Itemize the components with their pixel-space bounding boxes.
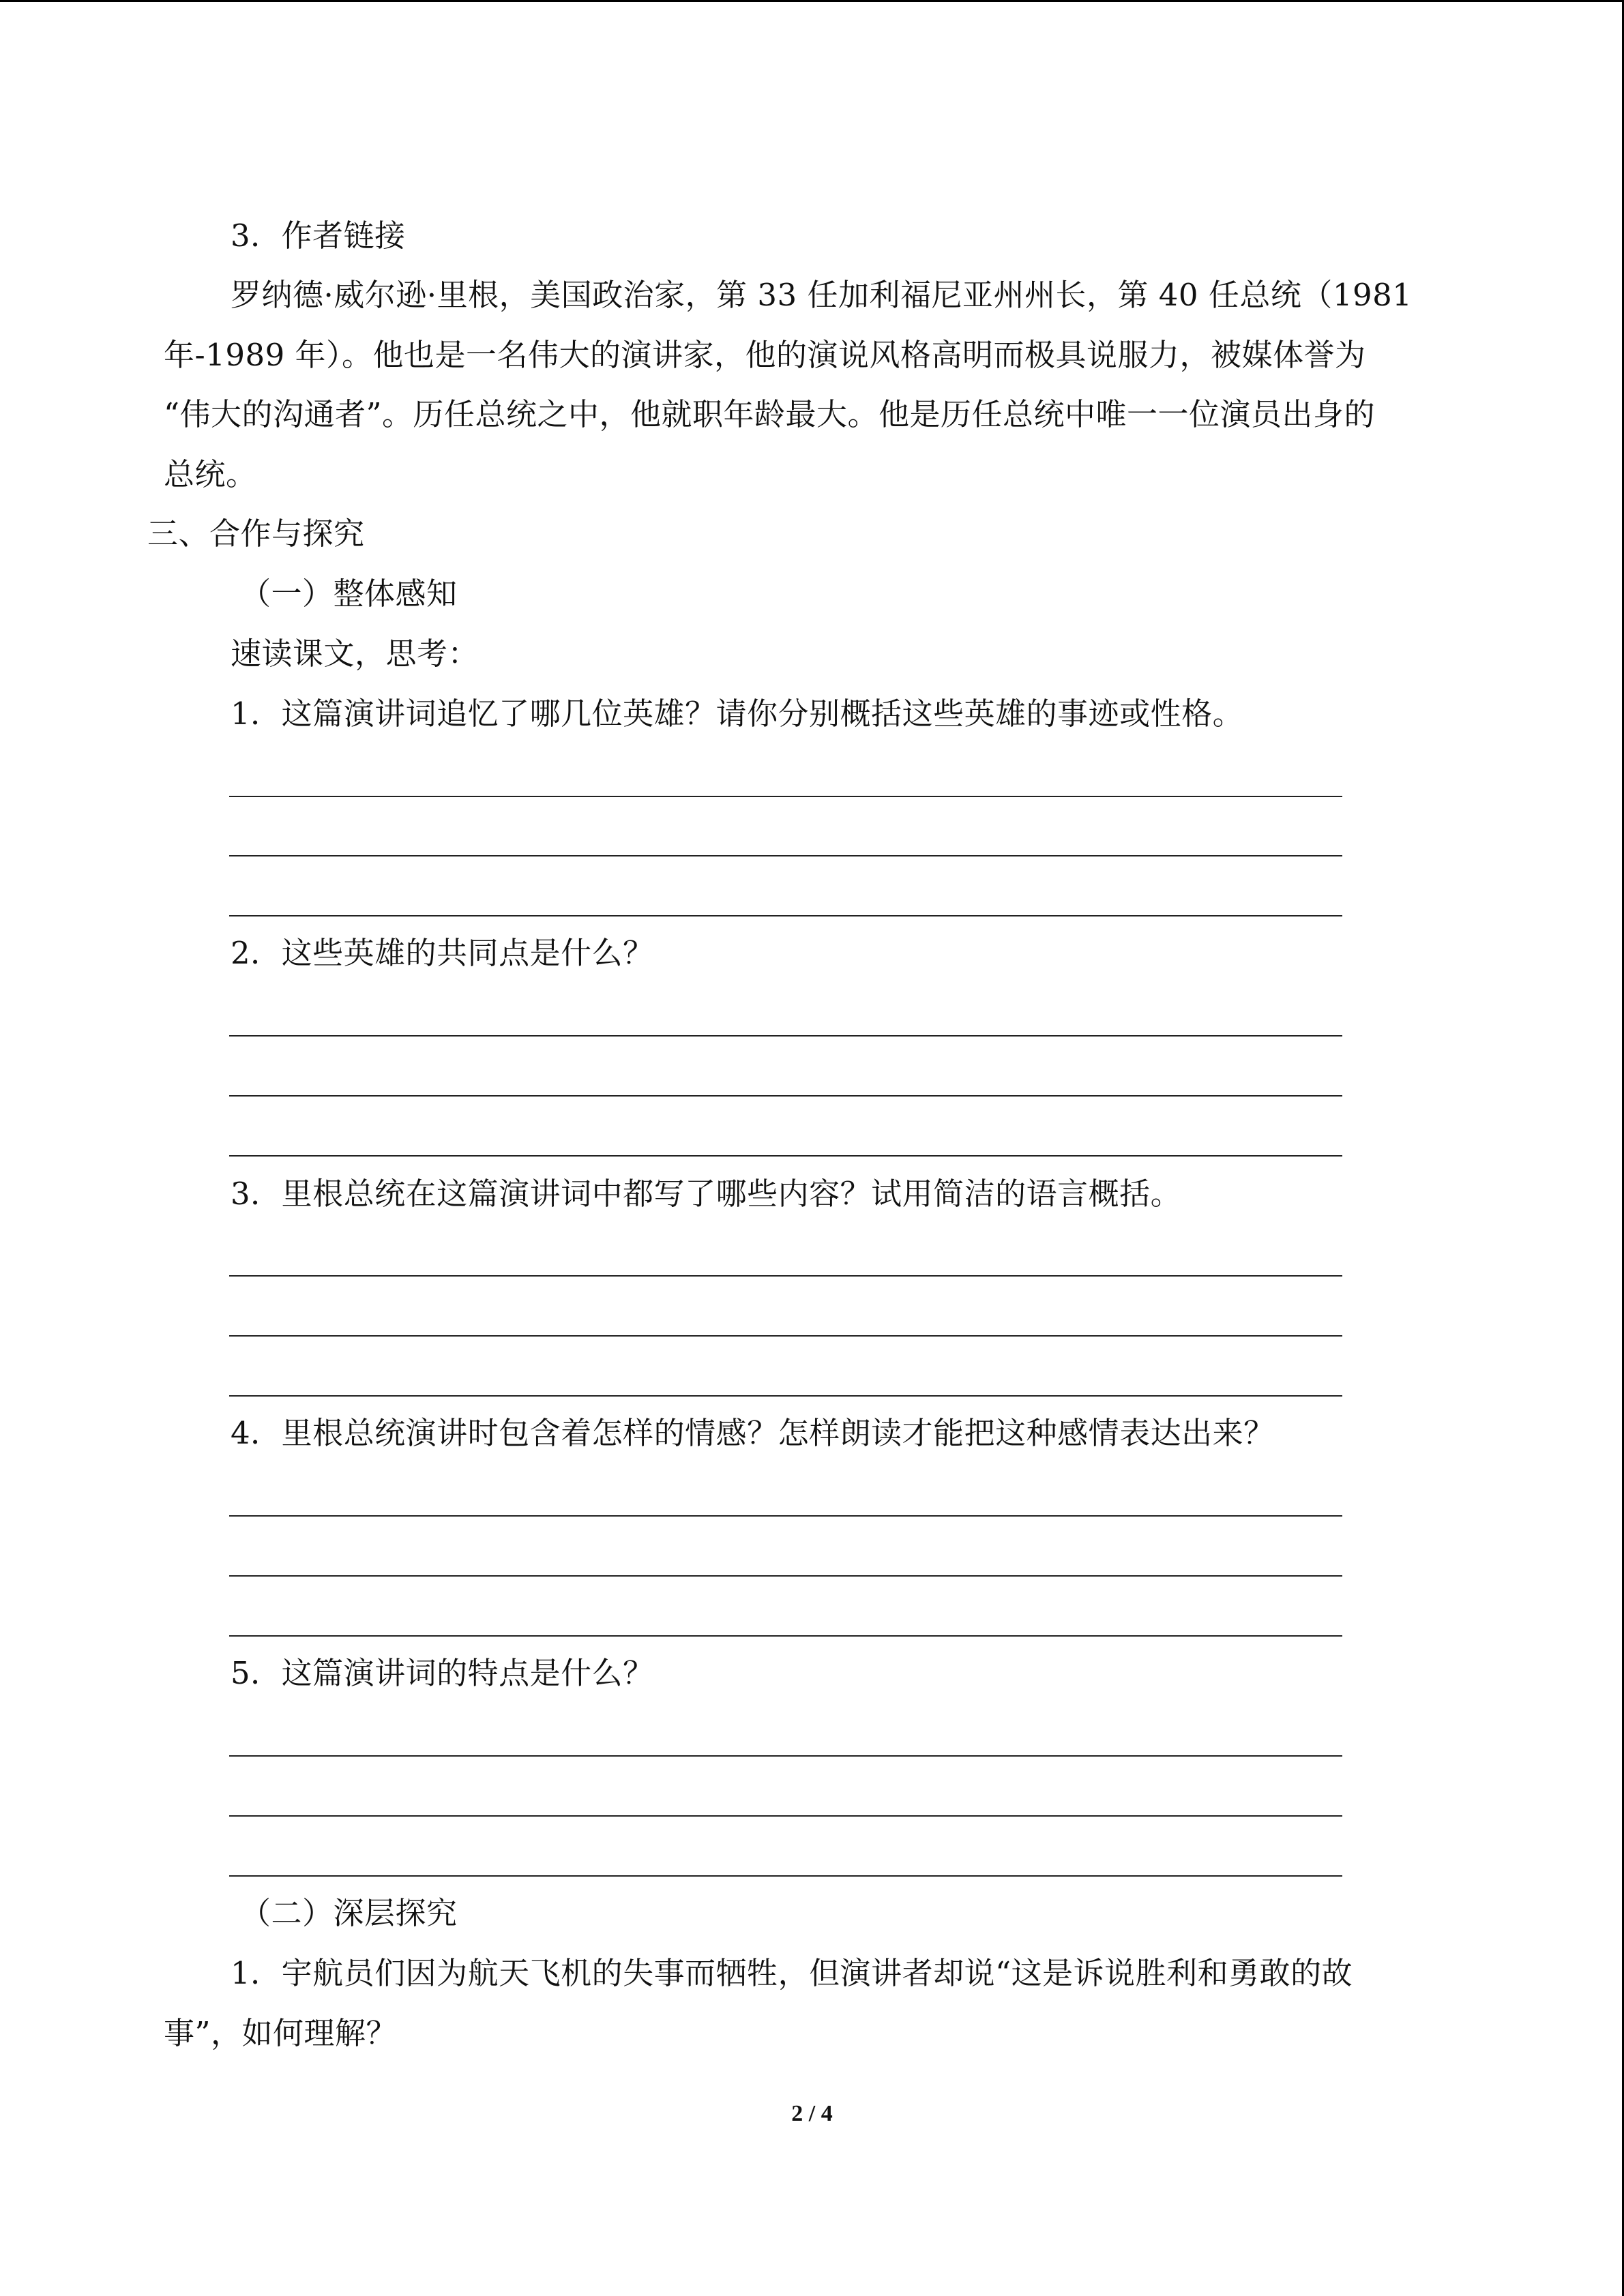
part2-question-1-line-1: 1．宇航员们因为航天飞机的失事而牺牲，但演讲者却说“这是诉说胜利和勇敢的故 — [231, 1955, 1353, 1991]
question-4: 4．里根总统演讲时包含着怎样的情感？怎样朗读才能把这种感情表达出来？ — [231, 1415, 1275, 1451]
author-link-heading: 3．作者链接 — [231, 218, 406, 254]
answer-line[interactable] — [229, 1275, 1342, 1277]
answer-line[interactable] — [229, 1875, 1342, 1877]
answer-line[interactable] — [229, 1335, 1342, 1337]
answer-line[interactable] — [229, 1095, 1342, 1097]
question-3: 3．里根总统在这篇演讲词中都写了哪些内容？试用简洁的语言概括。 — [231, 1176, 1182, 1212]
answer-line[interactable] — [229, 855, 1342, 856]
answer-line[interactable] — [229, 1155, 1342, 1157]
answer-line[interactable] — [229, 1395, 1342, 1397]
answer-line[interactable] — [229, 796, 1342, 797]
answer-line[interactable] — [229, 1515, 1342, 1517]
answer-line[interactable] — [229, 1635, 1342, 1637]
author-paragraph-line-4: 总统。 — [164, 456, 257, 492]
answer-line[interactable] — [229, 1575, 1342, 1577]
part2-question-1-line-2: 事”，如何理解？ — [164, 2015, 398, 2051]
question-1: 1．这篇演讲词追忆了哪几位英雄？请你分别概括这些英雄的事迹或性格。 — [231, 696, 1244, 732]
section-title: 三、合作与探究 — [147, 516, 365, 552]
question-5: 5．这篇演讲词的特点是什么？ — [231, 1655, 654, 1691]
part2-title: （二）深层探究 — [240, 1895, 458, 1931]
answer-line[interactable] — [229, 1035, 1342, 1037]
part1-title: （一）整体感知 — [240, 576, 458, 612]
author-paragraph-line-2: 年-1989 年）。他也是一名伟大的演讲家，他的演说风格高明而极具说服力，被媒体誉为 — [164, 337, 1366, 373]
answer-line[interactable] — [229, 915, 1342, 916]
page-border-top — [0, 0, 1624, 2]
part1-intro: 速读课文，思考： — [231, 636, 479, 672]
author-paragraph-line-1: 罗纳德·威尔逊·里根，美国政治家，第 33 任加利福尼亚州州长，第 40 任总统（1981 — [231, 277, 1413, 313]
author-paragraph-line-3: “伟大的沟通者”。历任总统之中，他就职年龄最大。他是历任总统中唯一一位演员出身的 — [164, 396, 1376, 432]
question-2: 2．这些英雄的共同点是什么？ — [231, 935, 654, 971]
answer-line[interactable] — [229, 1755, 1342, 1757]
page-number: 2 / 4 — [791, 2101, 833, 2126]
answer-line[interactable] — [229, 1815, 1342, 1817]
